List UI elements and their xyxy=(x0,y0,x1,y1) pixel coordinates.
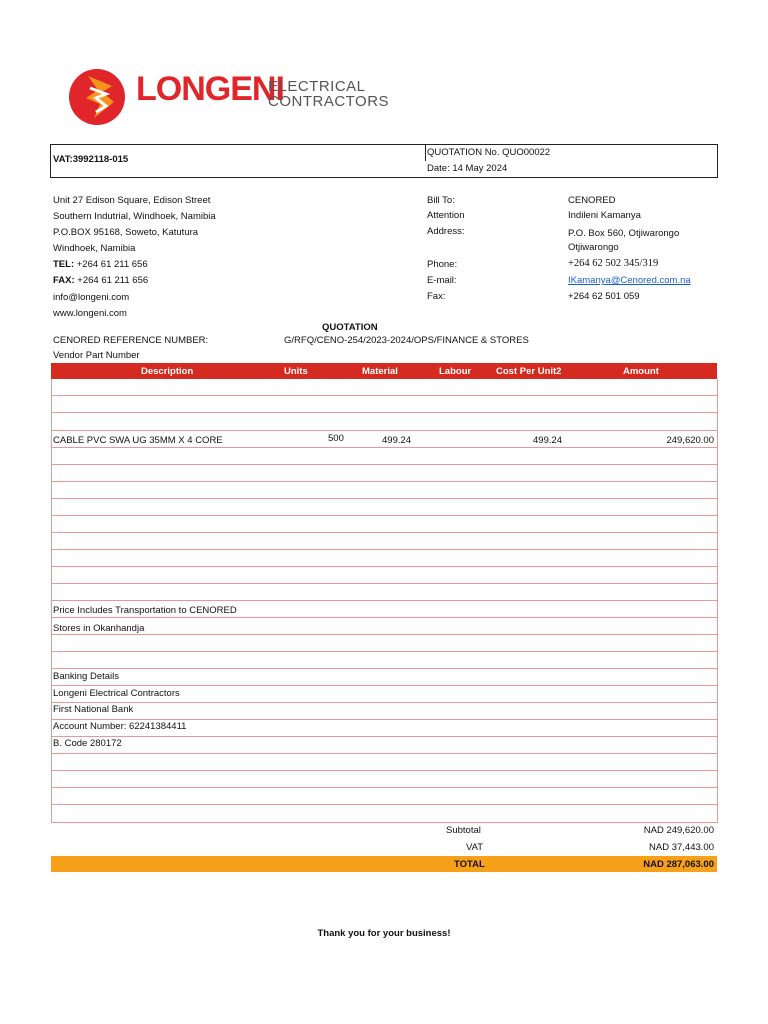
col-labour: Labour xyxy=(439,366,472,377)
email-link[interactable]: IKamanya@Cenored.com.na xyxy=(568,275,691,286)
table-row-line xyxy=(52,804,717,805)
note-line-1: Price Includes Transportation to CENORED xyxy=(53,605,237,616)
item-units: 500 xyxy=(328,433,344,444)
company-tagline xyxy=(268,79,389,109)
table-row-line xyxy=(52,736,717,737)
company-tel xyxy=(53,259,148,270)
company-tagline-line1: ELECTRICAL xyxy=(268,78,366,95)
subtotal-value: NAD 249,620.00 xyxy=(643,825,714,836)
col-material: Material xyxy=(362,366,398,377)
vendor-part-label: Vendor Part Number xyxy=(53,350,140,361)
bill-to-value: CENORED xyxy=(568,195,616,206)
quotation-number: QUOTATION No. QUO00022 xyxy=(427,147,551,158)
quotation-heading: QUOTATION xyxy=(322,322,378,333)
total-value: NAD 287,063.00 xyxy=(643,859,714,870)
table-header xyxy=(51,363,717,379)
company-tel-value: +264 61 211 656 xyxy=(76,259,148,270)
col-description: Description xyxy=(141,366,194,377)
banking-account-number: Account Number: 62241384411 xyxy=(53,721,187,732)
company-address-line-3: P.O.BOX 95168, Soweto, Katutura xyxy=(53,227,199,238)
vat-number: VAT:3992118-015 xyxy=(53,154,129,165)
email-label: E-mail: xyxy=(427,275,457,286)
table-row-line xyxy=(52,753,717,754)
table-row-line xyxy=(52,498,717,499)
item-description: CABLE PVC SWA UG 35MM X 4 CORE xyxy=(53,435,223,446)
table-row-line xyxy=(52,719,717,720)
table-row-line xyxy=(52,634,717,635)
table-row-line xyxy=(52,515,717,516)
table-row-line xyxy=(52,787,717,788)
table-row-line xyxy=(52,770,717,771)
table-row-line xyxy=(52,583,717,584)
col-amount: Amount xyxy=(623,366,659,377)
company-address-line-2: Southern Indutrial, Windhoek, Namibia xyxy=(53,211,216,222)
company-tagline-line2: CONTRACTORS xyxy=(268,93,390,110)
table-row-line xyxy=(52,600,717,601)
total-label: TOTAL xyxy=(454,859,485,870)
reference-value: G/RFQ/CENO-254/2023-2024/OPS/FINANCE & STORES xyxy=(284,335,529,346)
header-divider xyxy=(425,145,426,161)
company-name-logo: LONGENI xyxy=(136,70,284,108)
company-website: www.longeni.com xyxy=(53,308,127,319)
table-row-line xyxy=(52,464,717,465)
address-line-2: Otjiwarongo xyxy=(568,242,619,253)
company-address-line-4: Windhoek, Namibia xyxy=(53,243,136,254)
table-row-line xyxy=(52,668,717,669)
attention-label: Attention xyxy=(427,210,465,221)
header-box xyxy=(50,144,718,178)
company-fax xyxy=(53,275,148,286)
fax-value: +264 62 501 059 xyxy=(568,291,640,302)
note-line-2: Stores in Okanhandja xyxy=(53,623,145,634)
table-row-line xyxy=(52,395,717,396)
table-row-line xyxy=(52,430,717,431)
quotation-date: Date: 14 May 2024 xyxy=(427,163,508,174)
vat-value: NAD 37,443.00 xyxy=(649,842,714,853)
company-tel-label: TEL: xyxy=(53,259,75,270)
table-row-line xyxy=(52,447,717,448)
company-address-line-1: Unit 27 Edison Square, Edison Street xyxy=(53,195,211,206)
vat-label: VAT xyxy=(466,842,484,853)
banking-bank: First National Bank xyxy=(53,704,134,715)
address-line-1: P.O. Box 560, Otjiwarongo xyxy=(568,228,680,239)
item-material: 499.24 xyxy=(382,435,412,446)
subtotal-label: Subtotal xyxy=(446,825,481,836)
bill-to-label: Bill To: xyxy=(427,195,455,206)
thank-you-message: Thank you for your business! xyxy=(317,928,451,939)
table-row-line xyxy=(52,481,717,482)
table-row-line xyxy=(52,549,717,550)
item-amount: 249,620.00 xyxy=(666,435,714,446)
banking-branch-code: B. Code 280172 xyxy=(53,738,122,749)
table-row-line xyxy=(52,566,717,567)
attention-value: Indileni Kamanya xyxy=(568,210,641,221)
fax-label: Fax: xyxy=(427,291,446,302)
company-fax-value: +264 61 211 656 xyxy=(77,275,149,286)
reference-label: CENORED REFERENCE NUMBER: xyxy=(53,335,209,346)
company-fax-label: FAX: xyxy=(53,275,75,286)
phone-value: +264 62 502 345/319 xyxy=(568,258,659,269)
phone-label: Phone: xyxy=(427,259,458,270)
company-email: info@longeni.com xyxy=(53,292,130,303)
col-cost-per-unit: Cost Per Unit2 xyxy=(496,366,562,377)
table-row-line xyxy=(52,532,717,533)
table-row-line xyxy=(52,651,717,652)
company-logo-icon xyxy=(68,68,126,126)
address-label: Address: xyxy=(427,226,465,237)
table-row-line xyxy=(52,617,717,618)
table-row-line xyxy=(52,412,717,413)
item-cost-per-unit: 499.24 xyxy=(533,435,563,446)
banking-account-name: Longeni Electrical Contractors xyxy=(53,688,180,699)
table-row-line xyxy=(52,685,717,686)
banking-heading: Banking Details xyxy=(53,671,120,682)
table-row-line xyxy=(52,702,717,703)
col-units: Units xyxy=(284,366,308,377)
